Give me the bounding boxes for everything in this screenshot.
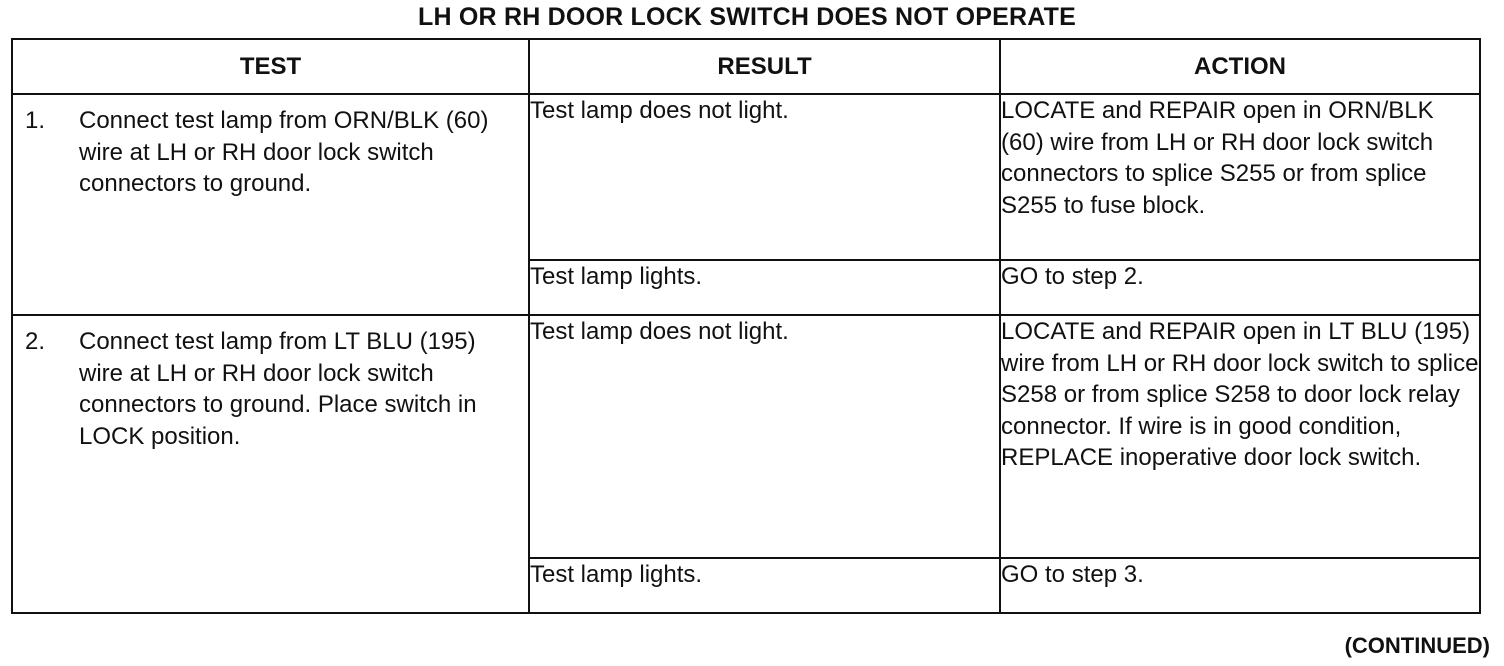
page-title: LH OR RH DOOR LOCK SWITCH DOES NOT OPERATE (418, 3, 1076, 31)
diagnostic-table (11, 38, 1481, 614)
action-cell: GO to step 3. (1000, 558, 1480, 613)
action-cell: GO to step 2. (1000, 260, 1480, 315)
test-cell-step-2 (12, 315, 529, 613)
result-cell: Test lamp lights. (529, 260, 1000, 315)
table-row (12, 315, 1480, 558)
action-cell: LOCATE and REPAIR open in ORN/BLK (60) wire from LH or RH door lock switch connectors to splice S255 or from splice S255 to fuse block. (1000, 94, 1480, 260)
table-header-row (12, 39, 1480, 94)
result-cell: Test lamp does not light. (529, 315, 1000, 558)
action-cell: LOCATE and REPAIR open in LT BLU (195) wire from LH or RH door lock switch to splice S258 or from splice S258 to door lock relay connector. If wire is in good condition, REPLACE inoperative door lock switch. (1000, 315, 1480, 558)
continued-label: (CONTINUED) (1344, 633, 1490, 658)
result-cell: Test lamp does not light. (529, 94, 1000, 260)
table-row (12, 94, 1480, 260)
column-header-test: TEST (12, 39, 529, 94)
step-number: 1. (25, 107, 46, 134)
step-number: 2. (25, 328, 46, 355)
result-cell: Test lamp lights. (529, 558, 1000, 613)
test-description: Connect test lamp from LT BLU (195) wire at LH or RH door lock switch connectors to ground. Place switch in LOCK position. (79, 328, 477, 450)
test-cell-step-1 (12, 94, 529, 315)
column-header-result: RESULT (529, 39, 1000, 94)
test-description: Connect test lamp from ORN/BLK (60) wire at LH or RH door lock switch connectors to ground. (79, 107, 489, 197)
column-header-action: ACTION (1000, 39, 1480, 94)
